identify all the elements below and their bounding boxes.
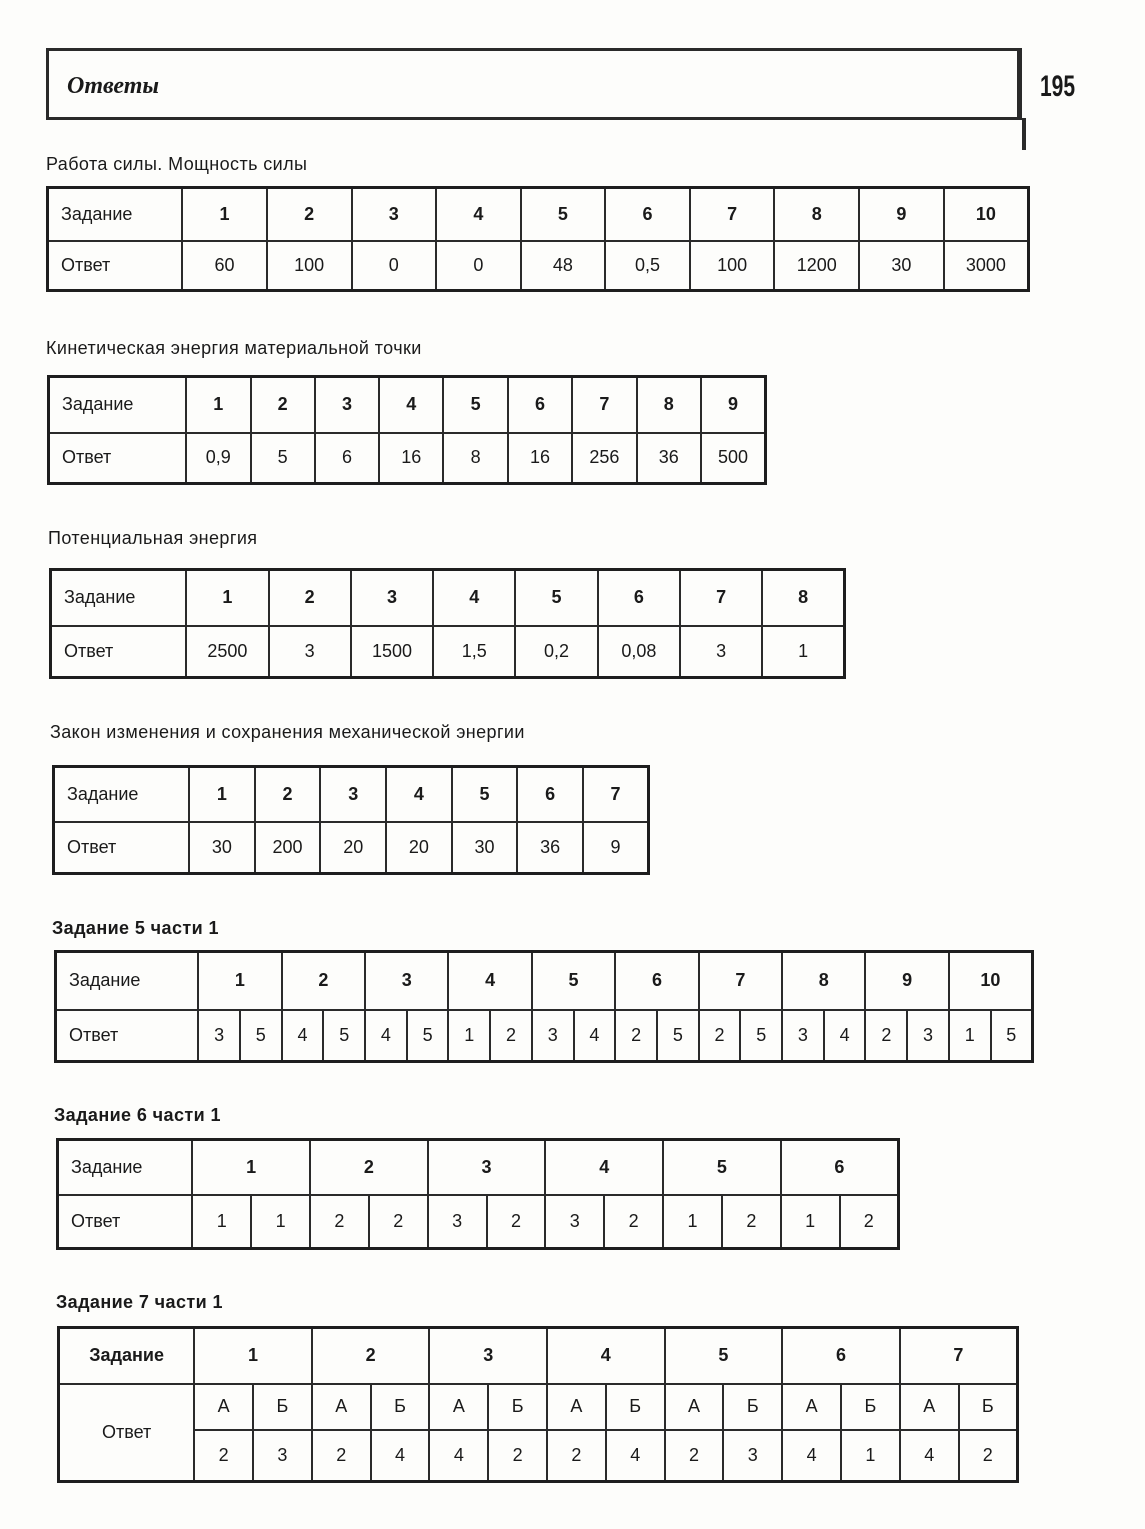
answer-value: 1 <box>841 1430 900 1482</box>
answer-value: 30 <box>859 241 944 291</box>
answer-value: 3 <box>723 1430 782 1482</box>
answer-value: 5 <box>251 433 315 484</box>
answer-value: 1 <box>448 1010 490 1062</box>
answer-label: Ответ <box>51 626 187 678</box>
task-label: Задание <box>59 1328 195 1384</box>
answer-value: 20 <box>386 822 452 874</box>
task-label: Задание <box>56 952 199 1010</box>
answer-value: 1 <box>949 1010 991 1062</box>
answer-value: 100 <box>690 241 775 291</box>
subheader-letter: А <box>900 1384 959 1430</box>
answer-value: 1500 <box>351 626 433 678</box>
answer-value: 2 <box>699 1010 741 1062</box>
answer-value: 3 <box>428 1195 487 1249</box>
answer-value: 4 <box>371 1430 430 1482</box>
answer-value: 500 <box>701 433 766 484</box>
task-number: 8 <box>774 188 859 241</box>
answer-value: 16 <box>379 433 443 484</box>
answer-value: 2 <box>369 1195 428 1249</box>
task-row <box>49 377 766 433</box>
answer-value: 3000 <box>944 241 1029 291</box>
subheader-letter: Б <box>606 1384 665 1430</box>
answer-value: 5 <box>657 1010 699 1062</box>
task-number: 1 <box>194 1328 312 1384</box>
answer-value: 256 <box>572 433 636 484</box>
task-number: 1 <box>189 767 255 822</box>
answer-value: 5 <box>407 1010 449 1062</box>
subheader-letter: Б <box>959 1384 1018 1430</box>
subheader-letter: А <box>312 1384 371 1430</box>
task-number: 6 <box>598 570 680 626</box>
answer-value: 4 <box>365 1010 407 1062</box>
answer-value: 2 <box>959 1430 1018 1482</box>
answer-value: 3 <box>269 626 351 678</box>
task-row <box>56 952 1033 1010</box>
task-number: 10 <box>944 188 1029 241</box>
answer-value: 4 <box>574 1010 616 1062</box>
answer-label: Ответ <box>58 1195 193 1249</box>
answers-table <box>57 1326 1019 1483</box>
answer-label: Ответ <box>59 1384 195 1482</box>
task-number: 5 <box>443 377 507 433</box>
answer-value: 0 <box>436 241 521 291</box>
answer-value: 9 <box>583 822 649 874</box>
answer-value: 3 <box>680 626 762 678</box>
answer-value: 1 <box>781 1195 840 1249</box>
task-number: 10 <box>949 952 1033 1010</box>
answer-value: 2 <box>488 1430 547 1482</box>
answer-value: 48 <box>521 241 606 291</box>
task-number: 1 <box>186 377 250 433</box>
answer-row <box>51 626 845 678</box>
answer-value: 3 <box>198 1010 240 1062</box>
task-number: 9 <box>701 377 766 433</box>
task-number: 3 <box>315 377 379 433</box>
answer-value: 0 <box>352 241 437 291</box>
answer-value: 3 <box>532 1010 574 1062</box>
answer-value: 2 <box>665 1430 724 1482</box>
answer-value: 2500 <box>186 626 268 678</box>
task-row <box>59 1328 1018 1384</box>
task-number: 4 <box>547 1328 665 1384</box>
page-number: 195 <box>1040 70 1076 103</box>
task-number: 5 <box>532 952 615 1010</box>
answer-value: 8 <box>443 433 507 484</box>
answer-value: 4 <box>782 1430 841 1482</box>
section-title: Задание 7 части 1 <box>56 1292 223 1312</box>
task-number: 2 <box>310 1140 428 1195</box>
task-number: 6 <box>782 1328 900 1384</box>
answers-table <box>52 765 650 875</box>
answer-label: Ответ <box>54 822 190 874</box>
section-title: Задание 6 части 1 <box>54 1105 221 1125</box>
answer-value: 5 <box>240 1010 282 1062</box>
answer-value: 1 <box>251 1195 310 1249</box>
answer-value: 4 <box>282 1010 324 1062</box>
answer-value: 6 <box>315 433 379 484</box>
answer-value: 30 <box>189 822 255 874</box>
page-title: Ответы <box>67 73 160 99</box>
task-number: 5 <box>452 767 518 822</box>
answer-value: 5 <box>323 1010 365 1062</box>
answer-value: 20 <box>320 822 386 874</box>
answers-table <box>49 568 846 679</box>
task-number: 4 <box>433 570 515 626</box>
task-number: 9 <box>865 952 948 1010</box>
header-box <box>46 48 1022 120</box>
answer-value: 60 <box>182 241 267 291</box>
answer-value: 2 <box>312 1430 371 1482</box>
task-number: 3 <box>320 767 386 822</box>
section-title: Кинетическая энергия материальной точки <box>46 338 422 358</box>
answer-value: 1 <box>663 1195 722 1249</box>
task-number: 2 <box>267 188 352 241</box>
subheader-letter: Б <box>841 1384 900 1430</box>
answer-value: 30 <box>452 822 518 874</box>
task-number: 7 <box>680 570 762 626</box>
task-number: 2 <box>269 570 351 626</box>
answer-value: 1 <box>192 1195 251 1249</box>
answer-label: Ответ <box>49 433 187 484</box>
answer-value: 2 <box>547 1430 606 1482</box>
answer-value: 2 <box>310 1195 369 1249</box>
subheader-letter: Б <box>371 1384 430 1430</box>
subheader-letter: А <box>429 1384 488 1430</box>
answer-value: 3 <box>907 1010 949 1062</box>
answer-value: 0,9 <box>186 433 250 484</box>
task-number: 5 <box>521 188 606 241</box>
answer-value: 2 <box>840 1195 899 1249</box>
task-number: 7 <box>572 377 636 433</box>
subheader-letter: А <box>194 1384 253 1430</box>
task-number: 3 <box>365 952 448 1010</box>
task-number: 1 <box>182 188 267 241</box>
answer-value: 5 <box>740 1010 782 1062</box>
answer-value: 2 <box>490 1010 532 1062</box>
answer-value: 36 <box>517 822 583 874</box>
task-number: 2 <box>251 377 315 433</box>
task-row <box>48 188 1029 241</box>
answer-value: 2 <box>615 1010 657 1062</box>
answers-table <box>56 1138 900 1250</box>
answer-value: 2 <box>604 1195 663 1249</box>
task-number: 2 <box>282 952 365 1010</box>
task-number: 4 <box>386 767 452 822</box>
task-number: 4 <box>448 952 531 1010</box>
section-title: Закон изменения и сохранения механической энергии <box>50 722 525 742</box>
section-title: Задание 5 части 1 <box>52 918 219 938</box>
answer-value: 3 <box>545 1195 604 1249</box>
task-number: 5 <box>665 1328 783 1384</box>
answer-value: 5 <box>991 1010 1033 1062</box>
task-number: 6 <box>615 952 698 1010</box>
task-label: Задание <box>51 570 187 626</box>
section-title: Работа силы. Мощность силы <box>46 154 308 174</box>
subheader-row <box>59 1384 1018 1430</box>
section-title: Потенциальная энергия <box>48 528 258 548</box>
task-number: 1 <box>192 1140 310 1195</box>
answer-row <box>56 1010 1033 1062</box>
answer-label: Ответ <box>56 1010 199 1062</box>
task-number: 6 <box>605 188 690 241</box>
answer-row <box>48 241 1029 291</box>
task-number: 3 <box>428 1140 546 1195</box>
answer-row <box>58 1195 899 1249</box>
answers-table <box>47 375 767 485</box>
task-number: 7 <box>900 1328 1018 1384</box>
task-number: 1 <box>198 952 281 1010</box>
task-number: 3 <box>351 570 433 626</box>
answer-value: 2 <box>722 1195 781 1249</box>
task-number: 9 <box>859 188 944 241</box>
task-number: 2 <box>312 1328 430 1384</box>
task-number: 4 <box>436 188 521 241</box>
task-number: 4 <box>545 1140 663 1195</box>
task-number: 8 <box>782 952 865 1010</box>
header-divider <box>1022 118 1026 150</box>
task-number: 6 <box>508 377 572 433</box>
task-number: 5 <box>663 1140 781 1195</box>
answer-value: 0,2 <box>515 626 597 678</box>
answer-value: 100 <box>267 241 352 291</box>
answer-row <box>54 822 649 874</box>
task-row <box>54 767 649 822</box>
answer-value: 4 <box>900 1430 959 1482</box>
subheader-letter: Б <box>253 1384 312 1430</box>
answer-value: 2 <box>194 1430 253 1482</box>
answer-row <box>49 433 766 484</box>
task-number: 4 <box>379 377 443 433</box>
answer-value: 1,5 <box>433 626 515 678</box>
task-row <box>51 570 845 626</box>
answer-value: 2 <box>487 1195 546 1249</box>
task-number: 3 <box>429 1328 547 1384</box>
subheader-letter: А <box>782 1384 841 1430</box>
answer-value: 1200 <box>774 241 859 291</box>
task-number: 7 <box>690 188 775 241</box>
answer-value: 3 <box>253 1430 312 1482</box>
subheader-letter: Б <box>488 1384 547 1430</box>
answer-value: 4 <box>824 1010 866 1062</box>
task-number: 6 <box>517 767 583 822</box>
answer-value: 0,5 <box>605 241 690 291</box>
subheader-letter: А <box>665 1384 724 1430</box>
task-number: 8 <box>637 377 701 433</box>
answer-value: 36 <box>637 433 701 484</box>
task-number: 7 <box>583 767 649 822</box>
subheader-letter: Б <box>723 1384 782 1430</box>
answer-value: 16 <box>508 433 572 484</box>
task-number: 6 <box>781 1140 899 1195</box>
task-label: Задание <box>54 767 190 822</box>
task-number: 3 <box>352 188 437 241</box>
task-number: 5 <box>515 570 597 626</box>
task-label: Задание <box>49 377 187 433</box>
answers-table <box>46 186 1030 292</box>
answer-value: 2 <box>865 1010 907 1062</box>
answers-table <box>54 950 1034 1063</box>
answer-value: 200 <box>255 822 321 874</box>
task-number: 8 <box>762 570 844 626</box>
answer-value: 0,08 <box>598 626 680 678</box>
task-number: 7 <box>699 952 782 1010</box>
answer-value: 1 <box>762 626 844 678</box>
answer-label: Ответ <box>48 241 183 291</box>
task-number: 1 <box>186 570 268 626</box>
task-label: Задание <box>58 1140 193 1195</box>
task-row <box>58 1140 899 1195</box>
answer-value: 4 <box>429 1430 488 1482</box>
task-number: 2 <box>255 767 321 822</box>
subheader-letter: А <box>547 1384 606 1430</box>
answer-row <box>59 1430 1018 1482</box>
answer-value: 3 <box>782 1010 824 1062</box>
task-label: Задание <box>48 188 183 241</box>
answer-value: 4 <box>606 1430 665 1482</box>
